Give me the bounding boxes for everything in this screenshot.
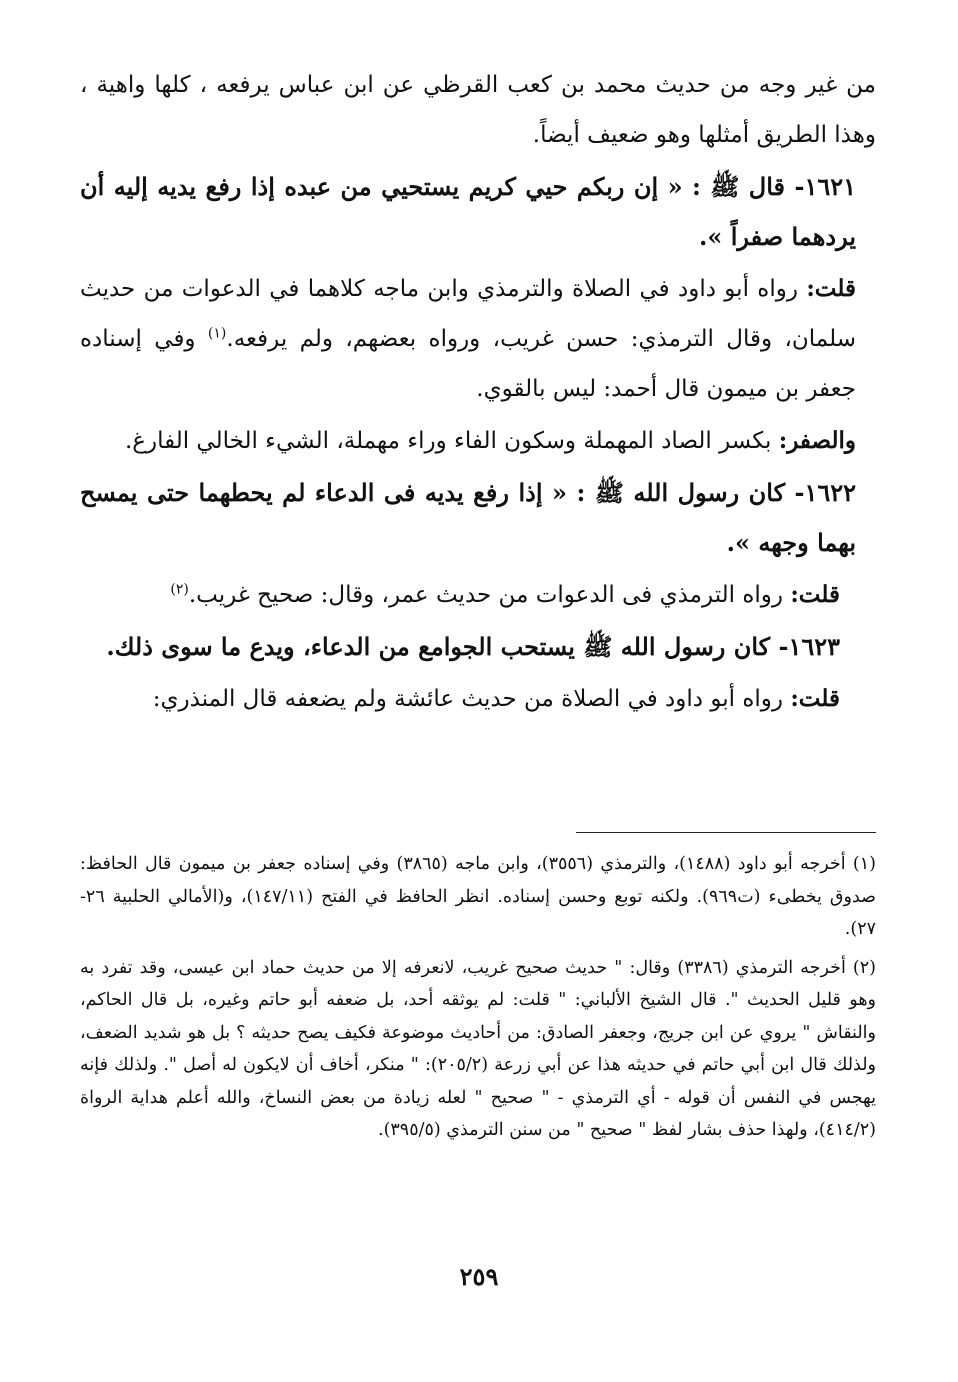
definition-safr <box>80 416 876 466</box>
footnote-2: (٢) أخرجه الترمذي (٣٣٨٦) وقال: " حديث صحيح غريب، لانعرفه إلا من حديث حماد ابن عيسى، وقد تفرد به وهو قليل الحديث ". قال الشيخ الألباني: " قلت: لم يوثقه أحد، بل ضعفه أبو حاتم وغيره، بل قال الحاكم، والنقاش " يروي عن ابن جريج، وجعفر الصادق: من أحاديث موضوعة فكيف يصح حديثه ؟ بل هو شديد الضعف، ولذلك قال ابن أبي حاتم في حديثه هذا عن أبي زرعة (٢٠٥/٢): " منكر، أخاف أن لايكون له أصل ". ولذلك فإنه يهجس في النفس أن قوله - أي الترمذي - " صحيح " لعله زيادة من بعض النساخ، والله أعلم هداية الرواة (٤١٤/٢)، ولهذا حذف بشار لفظ " صحيح " من سنن الترمذي (٣٩٥/٥). <box>80 957 876 1140</box>
hadith-1621 <box>80 162 876 262</box>
footnote-ref-1[interactable]: (١) <box>207 325 227 342</box>
commentary-text-a: رواه أبو داود في الصلاة والترمذي وابن ماجه كلاهما في الدعوات من حديث سلمان، وقال الترمذي: حسن غريب، ورواه بعضهم، ولم يرفعه. <box>80 276 856 352</box>
commentary-text: رواه أبو داود في الصلاة من حديث عائشة ولم يضعفه قال المنذري: <box>152 686 783 712</box>
definition-text: بكسر الصاد المهملة وسكون الفاء وراء مهملة، الشيء الخالي الفارغ. <box>124 428 772 454</box>
hadith-1623 <box>80 622 876 672</box>
commentary-lead: قلت: <box>790 685 840 712</box>
definition-lead: والصفر: <box>778 427 856 454</box>
hadith-1623-number: ١٦٢٣- كان رسول الله ﷺ <box>583 632 840 661</box>
commentary-1623 <box>80 674 876 724</box>
footnotes <box>80 848 876 1153</box>
hadith-1621-text: « إن ربكم حيي كريم يستحيي من عبده إذا رفع يديه إليه أن يردهما صفراً ». <box>80 172 856 251</box>
hadith-1622 <box>80 468 876 568</box>
commentary-1621 <box>80 264 876 414</box>
hadith-1623-text: يستحب الجوامع من الدعاء، ويدع ما سوى ذلك. <box>106 632 575 661</box>
footnote-divider <box>576 832 876 833</box>
commentary-1622 <box>80 570 876 620</box>
page-number: ٢٥٩ <box>459 1262 499 1291</box>
commentary-lead: قلت: <box>790 581 840 608</box>
footnote-ref-2[interactable]: (٢) <box>170 581 189 598</box>
intro-text: من غير وجه من حديث محمد بن كعب القرظي عن ابن عباس يرفعه ، كلها واهية ، وهذا الطريق أمثلها وهو ضعيف أيضاً. <box>80 72 876 148</box>
commentary-text: رواه الترمذي فى الدعوات من حديث عمر، وقال: صحيح غريب. <box>188 582 783 608</box>
hadith-1622-number: ١٦٢٢- كان رسول الله ﷺ : <box>576 478 857 507</box>
hadith-1622-text: « إذا رفع يديه فى الدعاء لم يحطهما حتى يمسح بهما وجهه ». <box>80 478 856 557</box>
footnote-1: (١) أخرجه أبو داود (١٤٨٨)، والترمذي (٣٥٥٦)، وابن ماجه (٣٨٦٥) وفي إسناده جعفر بن ميمون قال الحافظ: صدوق يخطىء (ت٩٦٩). ولكنه توبع وحسن إسناده. انظر الحافظ في الفتح (١٤٧/١١)، و(الأمالي الحلبية ٢٦- ٢٧). <box>80 854 876 939</box>
commentary-lead: قلت: <box>806 275 856 302</box>
hadith-1621-number: ١٦٢١- قال ﷺ : <box>692 172 856 201</box>
main-text <box>80 60 876 726</box>
commentary-text-b: وفي إسناده جعفر بن ميمون قال أحمد: ليس بالقوي. <box>80 326 856 402</box>
paragraph-intro <box>80 60 876 160</box>
